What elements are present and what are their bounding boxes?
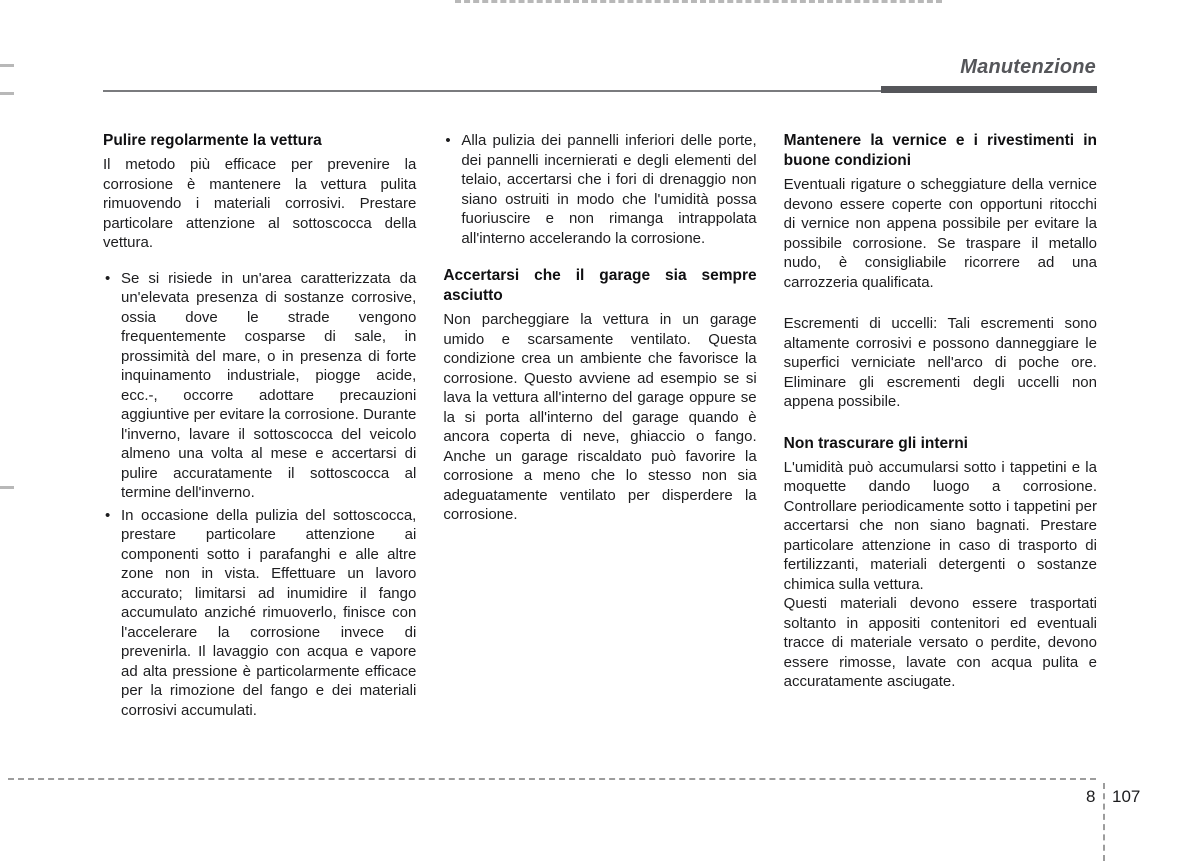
bullet-item: • Alla pulizia dei pannelli inferiori delle porte, dei pannelli incernierati e degli elementi del telaio, accertarsi che i fori di drenaggio non siano ostruiti in modo che l'umidità possa fuoriuscire e non rimanga intrappolata all'interno accelerando la corrosione. (443, 131, 756, 248)
header-rule-thick-bar (881, 86, 1097, 93)
content-columns (103, 131, 1097, 720)
crop-mark (0, 92, 14, 95)
heading-interni: Non trascurare gli interni (783, 434, 968, 452)
chapter-number: 8 (1086, 787, 1096, 806)
bullet-item: • Se si risiede in un'area caratterizzata da un'elevata presenza di sostanze corrosive, ossia dove le strade vengono frequentemente cosparse di sale, in prossimità del mare, o in presenza di forte inquinamento industriale, piogge acide, ecc.-, occorre adottare precauzioni aggiuntive per evitare la corrosione. Durante l'inverno, lavare il sottoscocca del veicolo almeno una volta al mese e accertarsi di pulire accuratamente il sottoscocca al termine dell'inverno. (103, 269, 416, 503)
paragraph: Eventuali rigature o scheggiature della vernice devono essere coperte con opportuni ritocchi di vernice non appena possibile per evitare la possibile corrosione. Se traspare il metallo nudo, è consigliabile ricorrere ad una carrozzeria qualificata. (783, 176, 1097, 291)
crop-mark (0, 486, 14, 489)
paragraph: Non parcheggiare la vettura in un garage umido e scarsamente ventilato. Questa condizione crea un ambiente che favorisce la corrosione. Questo avviene ad esempio se si lava la vettura all'interno del garage oppure se la si porta all'interno del garage quando è ancora coperta di neve, ghiaccio o fango. Anche un garage riscaldato può favorire la corrosione a meno che lo stesso non sia adeguatamente ventilato per disperdere la corrosione. (443, 311, 757, 523)
column-left (103, 131, 416, 720)
column-right (784, 131, 1097, 720)
bullet-list (443, 131, 756, 248)
crop-mark (0, 64, 14, 67)
column-middle (443, 131, 756, 720)
paragraph: L'umidità può accumularsi sotto i tappetini e la moquette dando luogo a corrosione. Controllare periodicamente sotto i tappetini per accertarsi che non siano bagnati. Prestare particolare attenzione in caso di trasporto di fertilizzanti, materiali detergenti o sostanze chimica sulla vettura. (783, 458, 1097, 593)
heading-garage-asciutto: Accertarsi che il garage sia sempre asciutto (443, 267, 757, 304)
top-dashed-line (455, 0, 942, 3)
paragraph: Escrementi di uccelli: Tali escrementi sono altamente corrosivi e possono danneggiare le superfici verniciate nell'arco di poche ore. Eliminare gli escrementi degli uccelli non appena possibile. (783, 315, 1097, 410)
bullet-list (103, 269, 416, 721)
header-rule (103, 86, 1097, 93)
section-title: Manutenzione (960, 56, 1096, 78)
paragraph: Il metodo più efficace per prevenire la corrosione è mantenere la vettura pulita rimuovendo i materiali corrosivi. Prestare particolare attenzione al sottoscocca della vettura. (103, 156, 417, 251)
heading-pulire-vettura: Pulire regolarmente la vettura (103, 132, 322, 149)
paragraph: Questi materiali devono essere trasportati soltanto in appositi contenitori ed eventuali tracce di materiale versato o perdite, devono essere rimosse, lavate con acqua pulita e accuratamente asciugate. (783, 595, 1097, 690)
heading-vernice-rivestimenti: Mantenere la vernice e i rivestimenti in buone condizioni (783, 132, 1097, 169)
page-number: 107 (1112, 787, 1141, 806)
bullet-item: • In occasione della pulizia del sottoscocca, prestare particolare attenzione ai componenti sotto i parafanghi e alle altre zone non in vista. Effettuare un lavoro accurato; limitarsi ad inumidire il fango accumulato anziché rimuoverlo, finisce con l'accelerare la corrosione invece di prevenirla. Il lavaggio con acqua e vapore ad alta pressione è particolarmente efficace per la rimozione del fango e dei materiali corrosivi accumulati. (103, 506, 416, 721)
footer-dashed-line (8, 778, 1096, 780)
footer-vertical-dashed-line (1103, 783, 1105, 861)
